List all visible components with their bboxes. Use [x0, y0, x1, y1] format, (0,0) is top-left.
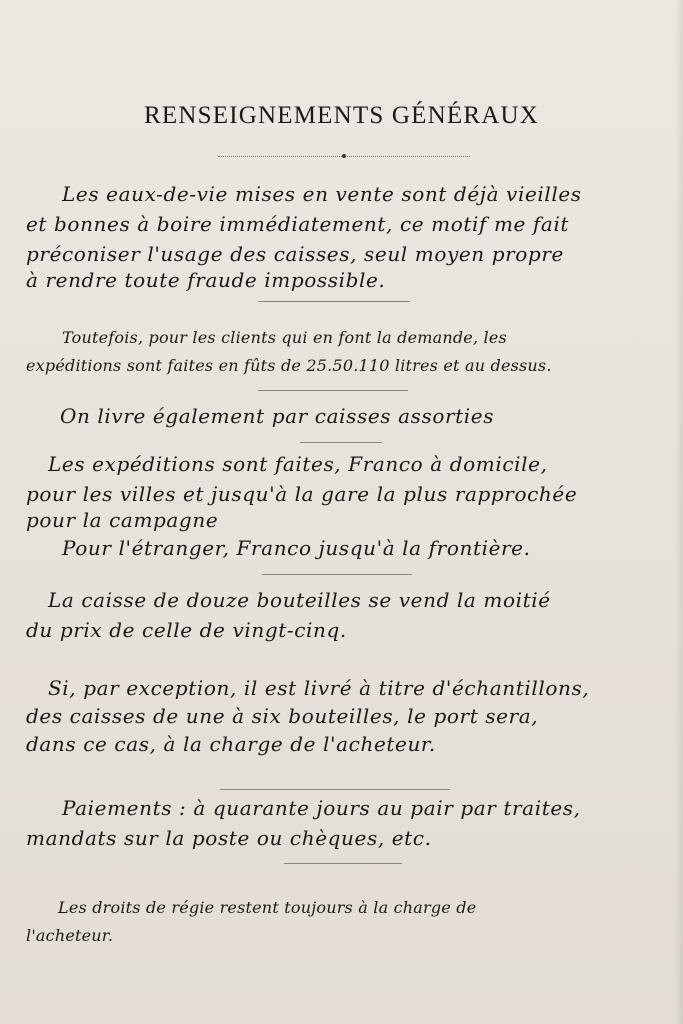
text-line: On livre également par caisses assorties: [60, 404, 495, 428]
text-line: pour les villes et jusqu'à la gare la plus rapprochée: [26, 482, 578, 506]
text-line: Pour l'étranger, Franco jusqu'à la frontière.: [62, 536, 531, 560]
section-divider: [262, 574, 412, 575]
section-divider: [220, 789, 450, 790]
section-divider: [300, 442, 382, 443]
text-line: Toutefois, pour les clients qui en font la demande, les: [62, 328, 507, 347]
text-line: et bonnes à boire immédiatement, ce motif me fait: [26, 212, 570, 236]
text-line: des caisses de une à six bouteilles, le port sera,: [26, 704, 539, 728]
page-edge-shadow: [675, 0, 683, 1024]
text-line: La caisse de douze bouteilles se vend la moitié: [48, 588, 551, 612]
text-line: dans ce cas, à la charge de l'acheteur.: [26, 732, 436, 756]
text-line: pour la campagne: [26, 508, 219, 532]
text-line: mandats sur la poste ou chèques, etc.: [26, 826, 432, 850]
text-line: à rendre toute fraude impossible.: [26, 268, 386, 292]
section-divider: [258, 301, 410, 302]
text-line: Les droits de régie restent toujours à la charge de: [58, 898, 477, 917]
text-line: Paiements : à quarante jours au pair par traites,: [62, 796, 581, 820]
divider-ornament: [342, 154, 346, 158]
section-divider: [258, 390, 408, 391]
text-line: l'acheteur.: [26, 926, 114, 945]
text-line: du prix de celle de vingt-cinq.: [26, 618, 347, 642]
text-line: Les expéditions sont faites, Franco à domicile,: [48, 452, 548, 476]
text-line: Les eaux-de-vie mises en vente sont déjà vieilles: [62, 182, 582, 206]
document-title: RENSEIGNEMENTS GÉNÉRAUX: [144, 102, 539, 129]
text-line: préconiser l'usage des caisses, seul moyen propre: [26, 242, 564, 266]
section-divider: [284, 863, 402, 864]
title-dotted-divider: [218, 156, 470, 157]
text-line: expéditions sont faites en fûts de 25.50.110 litres et au dessus.: [26, 356, 552, 375]
text-line: Si, par exception, il est livré à titre d'échantillons,: [48, 676, 590, 700]
